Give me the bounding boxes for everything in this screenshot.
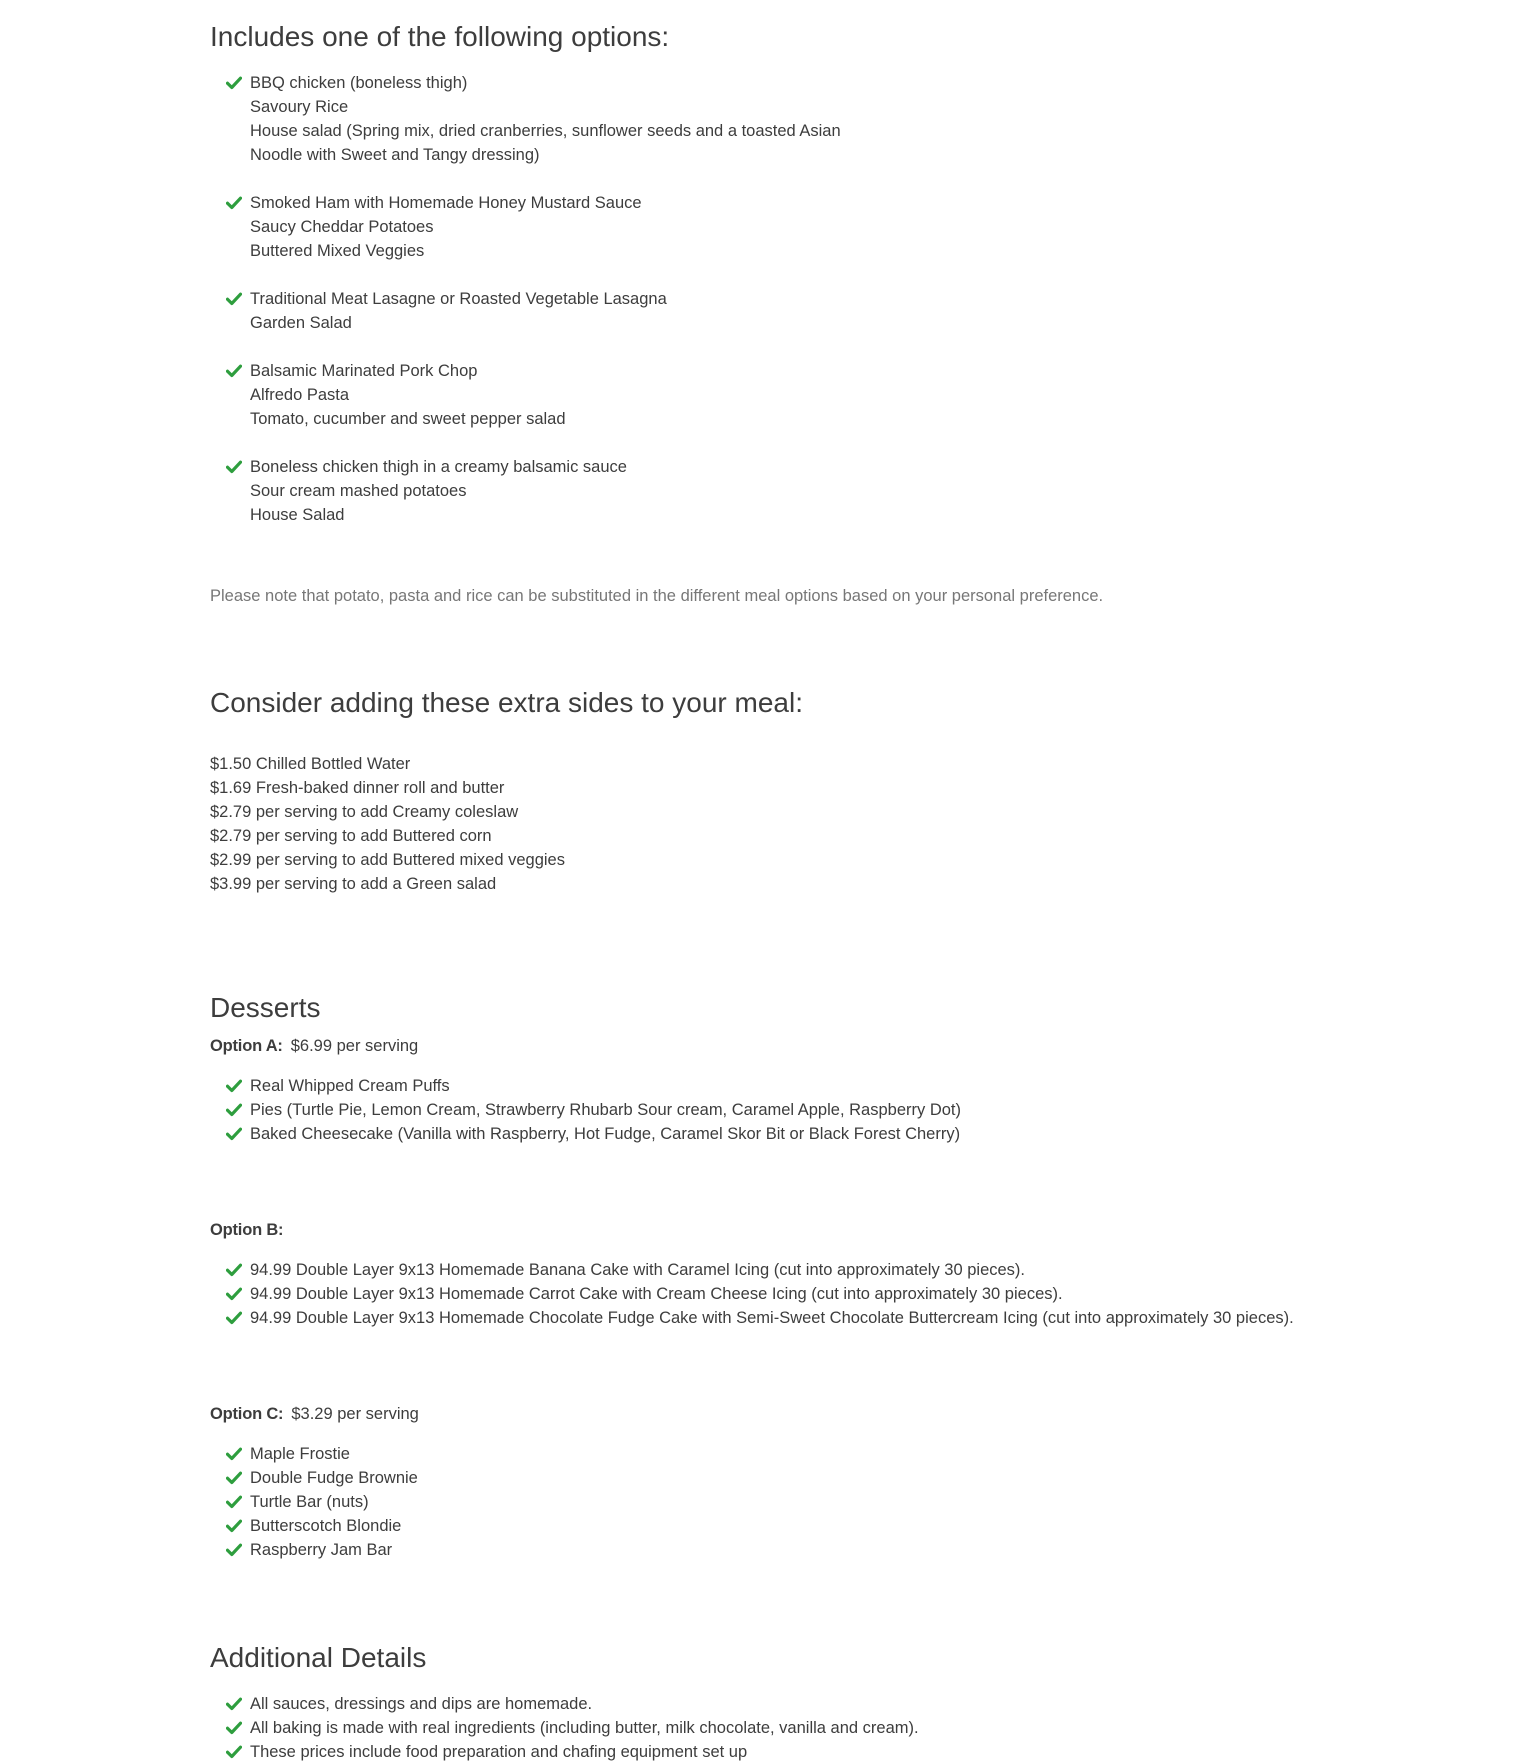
meal-option-line: House Salad [250, 506, 345, 524]
option-c-item-text: Double Fudge Brownie [250, 1469, 418, 1487]
check-icon [226, 364, 242, 378]
desserts-section [210, 991, 320, 1025]
meal-option-line: Boneless chicken thigh in a creamy balsamic sauce [250, 458, 627, 476]
meal-option-item [210, 359, 1360, 431]
detail-item-text: These prices include food preparation and chafing equipment set up [250, 1743, 748, 1761]
check-icon [226, 1471, 242, 1485]
check-icon [226, 460, 242, 474]
check-icon [226, 196, 242, 210]
option-c-item-text: Butterscotch Blondie [250, 1517, 402, 1535]
meal-option-item [210, 455, 1360, 527]
option-a-item-text: Baked Cheesecake (Vanilla with Raspberry, Hot Fudge, Caramel Skor Bit or Black Forest Cherry) [250, 1125, 961, 1143]
meal-option-item [210, 191, 1360, 263]
meal-option-line: Buttered Mixed Veggies [250, 242, 425, 260]
meal-options-list [210, 71, 1360, 527]
option-c-list [210, 1442, 1360, 1562]
option-c-item [210, 1490, 1360, 1514]
option-b-item-text: 94.99 Double Layer 9x13 Homemade Chocolate Fudge Cake with Semi-Sweet Chocolate Buttercream Icing (cut into approximately 30 pieces). [250, 1309, 1294, 1327]
meal-option-line: Sour cream mashed potatoes [250, 482, 467, 500]
option-b-item [210, 1282, 1360, 1306]
meal-option-line: Alfredo Pasta [250, 386, 350, 404]
additional-details-list [210, 1692, 1360, 1764]
meal-option-line: Traditional Meat Lasagne or Roasted Vegetable Lasagna [250, 290, 667, 308]
option-b-item-text: 94.99 Double Layer 9x13 Homemade Carrot Cake with Cream Cheese Icing (cut into approximately 30 pieces). [250, 1285, 1063, 1303]
detail-item-text: All baking is made with real ingredients (including butter, milk chocolate, vanilla and cream). [250, 1719, 919, 1737]
option-b-header [210, 1218, 283, 1242]
option-a-header [210, 1034, 418, 1058]
option-b-item [210, 1258, 1360, 1282]
check-icon [226, 1697, 242, 1711]
option-a-list [210, 1074, 1360, 1146]
meal-option-line: Tomato, cucumber and sweet pepper salad [250, 410, 566, 428]
option-c-header [210, 1402, 419, 1426]
meal-options-heading: Includes one of the following options: [210, 21, 670, 52]
check-icon [226, 76, 242, 90]
option-a-price: $6.99 per serving [290, 1037, 419, 1055]
extra-side-item: $2.79 per serving to add Creamy coleslaw [210, 803, 519, 821]
extra-side-item: $2.79 per serving to add Buttered corn [210, 827, 492, 845]
detail-item-text: All sauces, dressings and dips are homemade. [250, 1695, 593, 1713]
option-c-item [210, 1442, 1360, 1466]
meal-option-item [210, 71, 1360, 167]
list-spacer [210, 335, 1360, 359]
option-b-item [210, 1306, 1360, 1330]
list-spacer [210, 263, 1360, 287]
check-icon [226, 1447, 242, 1461]
detail-item [210, 1716, 1360, 1740]
additional-details-heading: Additional Details [210, 1642, 427, 1673]
list-spacer [210, 431, 1360, 455]
option-a-item-text: Real Whipped Cream Puffs [250, 1077, 450, 1095]
meal-option-line: Savoury Rice [250, 98, 349, 116]
check-icon [226, 1495, 242, 1509]
meal-option-line: Noodle with Sweet and Tangy dressing) [250, 146, 540, 164]
meal-option-line: Balsamic Marinated Pork Chop [250, 362, 478, 380]
substitution-note: Please note that potato, pasta and rice can be substituted in the different meal options based on your personal preference. [210, 587, 1104, 605]
detail-item [210, 1692, 1360, 1716]
additional-details-section [210, 1641, 426, 1675]
extra-sides-heading: Consider adding these extra sides to your meal: [210, 687, 803, 718]
check-icon [226, 1127, 242, 1141]
meal-option-line: BBQ chicken (boneless thigh) [250, 74, 468, 92]
meal-option-line: Garden Salad [250, 314, 352, 332]
option-a-item-text: Pies (Turtle Pie, Lemon Cream, Strawberry Rhubarb Sour cream, Caramel Apple, Raspberry Dot) [250, 1101, 961, 1119]
meal-options-section [210, 20, 669, 54]
extra-side-item: $3.99 per serving to add a Green salad [210, 875, 497, 893]
option-a-item [210, 1074, 1360, 1098]
option-a-label: Option A: [210, 1037, 283, 1055]
check-icon [226, 292, 242, 306]
option-c-item-text: Raspberry Jam Bar [250, 1541, 393, 1559]
option-b-list [210, 1258, 1360, 1330]
option-c-item [210, 1538, 1360, 1562]
meal-option-line: Smoked Ham with Homemade Honey Mustard Sauce [250, 194, 642, 212]
extra-side-item: $1.69 Fresh-baked dinner roll and butter [210, 779, 505, 797]
option-c-price: $3.29 per serving [291, 1405, 419, 1423]
check-icon [226, 1103, 242, 1117]
detail-item [210, 1740, 1360, 1764]
check-icon [226, 1745, 242, 1759]
option-b-item-text: 94.99 Double Layer 9x13 Homemade Banana Cake with Caramel Icing (cut into approximately 30 pieces). [250, 1261, 1026, 1279]
option-a-item [210, 1122, 1360, 1146]
check-icon [226, 1263, 242, 1277]
check-icon [226, 1287, 242, 1301]
extra-side-item: $2.99 per serving to add Buttered mixed veggies [210, 851, 565, 869]
option-c-item [210, 1514, 1360, 1538]
check-icon [226, 1311, 242, 1325]
meal-option-item [210, 287, 1360, 335]
option-c-label: Option C: [210, 1405, 284, 1423]
extra-sides-section [210, 686, 803, 720]
option-a-item [210, 1098, 1360, 1122]
option-c-item [210, 1466, 1360, 1490]
extra-sides-list [210, 752, 565, 896]
desserts-heading: Desserts [210, 992, 321, 1023]
meal-option-line: Saucy Cheddar Potatoes [250, 218, 434, 236]
check-icon [226, 1721, 242, 1735]
check-icon [226, 1543, 242, 1557]
list-spacer [210, 167, 1360, 191]
option-c-item-text: Turtle Bar (nuts) [250, 1493, 369, 1511]
option-b-label: Option B: [210, 1221, 284, 1239]
check-icon [226, 1519, 242, 1533]
check-icon [226, 1079, 242, 1093]
extra-side-item: $1.50 Chilled Bottled Water [210, 755, 411, 773]
option-c-item-text: Maple Frostie [250, 1445, 350, 1463]
meal-option-line: House salad (Spring mix, dried cranberries, sunflower seeds and a toasted Asian [250, 122, 841, 140]
